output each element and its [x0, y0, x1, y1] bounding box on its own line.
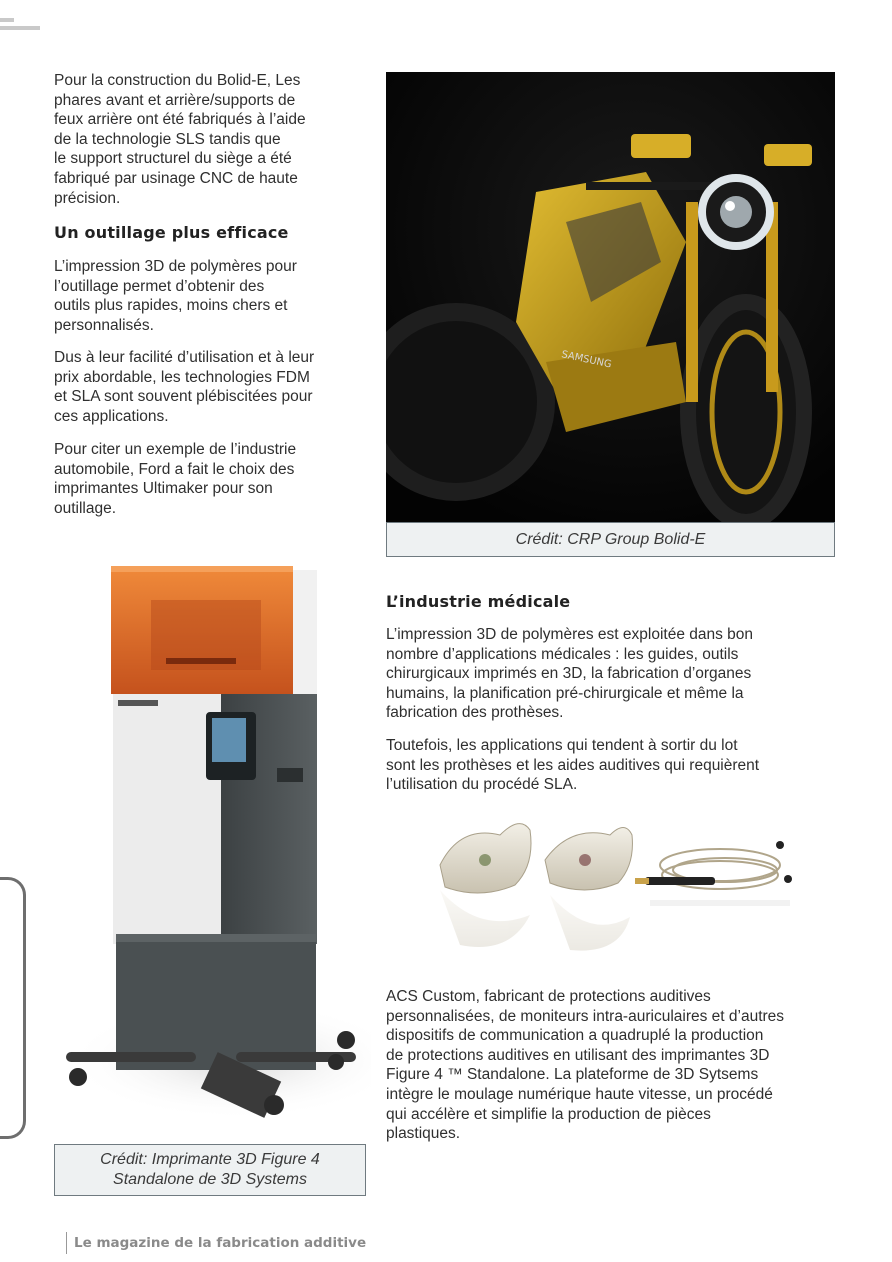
tooling-paragraph-2: Dus à leur facilité d’utilisation et à leur prix abordable, les technologies FDM et SLA sont souvent plébiscitées pour ces applications.: [54, 349, 315, 425]
medical-paragraph-2: Toutefois, les applications qui tendent à sortir du lot sont les prothèses et les aides auditives qui requièrent l’utilisation du procédé SLA.: [386, 737, 760, 794]
motorcycle-image: [386, 72, 835, 522]
heading-medical: L’industrie médicale: [386, 592, 571, 611]
acs-paragraph: ACS Custom, fabricant de protections auditives personnalisées, de moniteurs intra-auriculaires et d’autres dispositifs de communication a quadruplé la production de protections auditives en utilisant des imprimantes 3D Figure 4 ™ Standalone. La plateforme de 3D Sytsems intègre le moulage numérique haute vitesse, un procédé qui accélère et simplifie la production de pièces plastiques.: [386, 988, 785, 1143]
hearing-aids-illustration: [420, 805, 820, 960]
heading-tooling: Un outillage plus efficace: [54, 223, 289, 242]
printer-image: [56, 540, 371, 1140]
motorcycle-caption: Crédit: CRP Group Bolid-E: [386, 522, 835, 557]
side-tab-decoration: [0, 877, 26, 1139]
intro-paragraph: Pour la construction du Bolid-E, Les phares avant et arrière/supports de feux arrière ont été fabriqués à l’aide de la technologie SLS tandis que le support structurel du siège a été fabriqué par usinage CNC de haute précision.: [54, 72, 306, 207]
motorcycle-side-text: SAMSUNG: [560, 349, 613, 371]
magazine-footer: Le magazine de la fabrication additive: [66, 1232, 366, 1254]
printer-caption: Crédit: Imprimante 3D Figure 4 Standalone de 3D Systems: [54, 1144, 366, 1196]
tooling-paragraph-1: L’impression 3D de polymères pour l’outillage permet d’obtenir des outils plus rapides, moins chers et personnalisés.: [54, 258, 297, 334]
hearing-aids-image: [420, 805, 820, 960]
page-corner-mark: [0, 16, 40, 34]
medical-paragraph-1: L’impression 3D de polymères est exploitée dans bon nombre d’applications médicales : les guides, outils chirurgicaux imprimés en 3D, la fabrication d’organes humains, la planification pré-chirurgicale et même la fabrication des prothèses.: [386, 626, 754, 722]
printer-label-text: [118, 700, 158, 706]
motorcycle-illustration: [386, 72, 835, 522]
tooling-paragraph-3: Pour citer un exemple de l’industrie automobile, Ford a fait le choix des imprimantes Ultimaker pour son outillage.: [54, 441, 297, 517]
printer-illustration: [56, 540, 371, 1140]
